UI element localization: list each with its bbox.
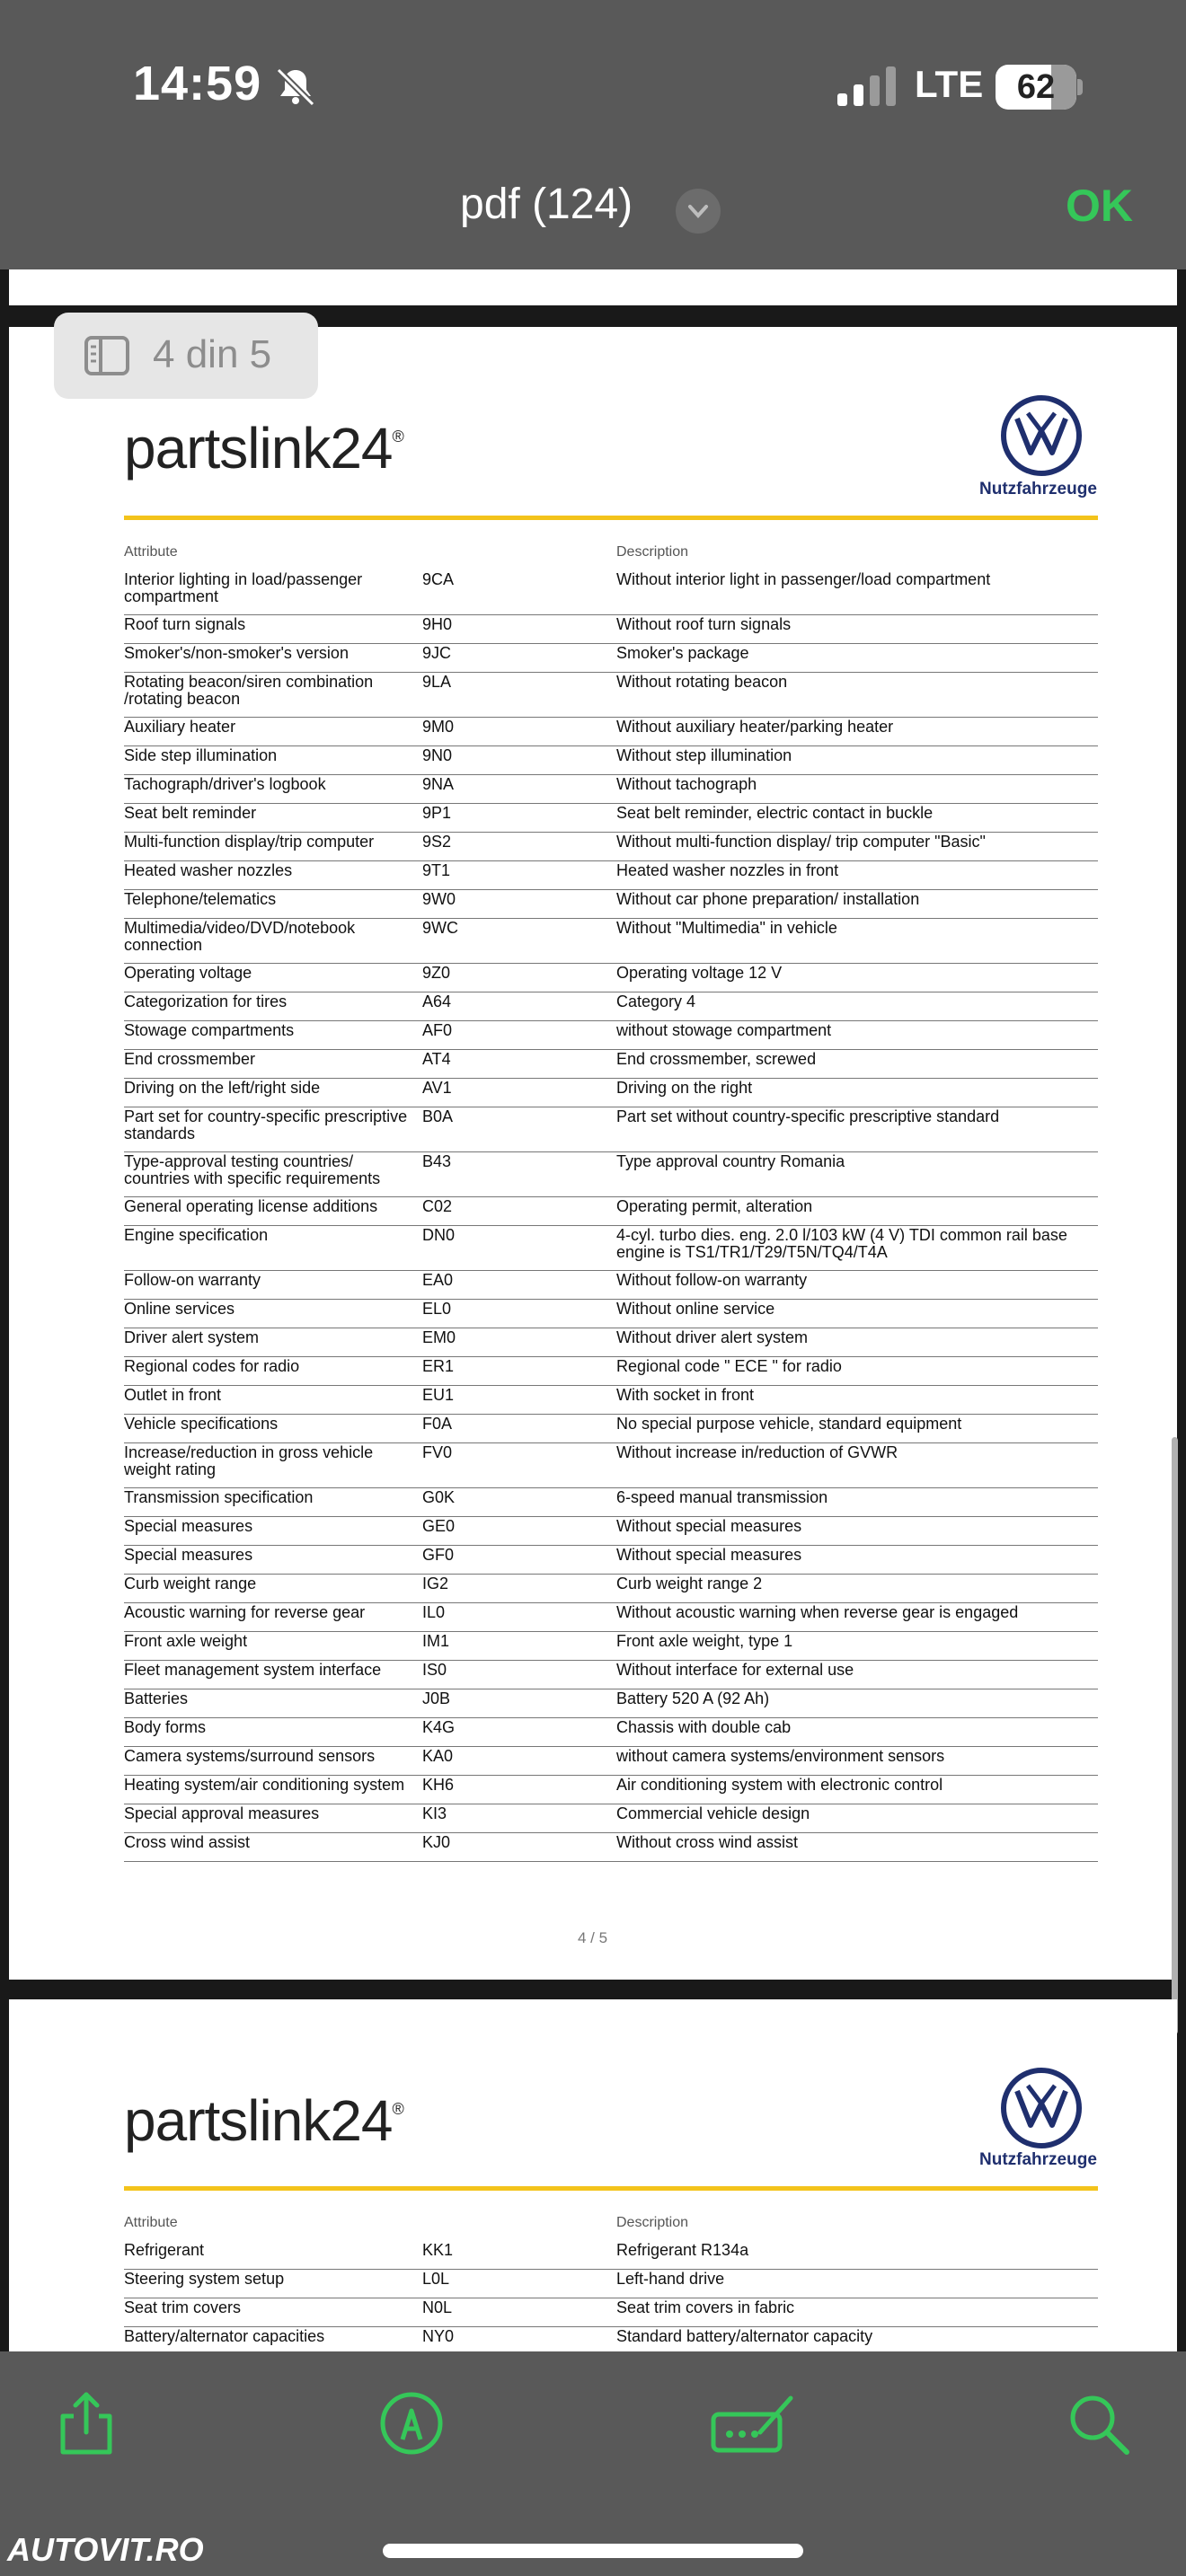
ok-button[interactable]: OK [1066,181,1133,231]
description-cell: Refrigerant R134a [616,2241,749,2259]
description-cell: Regional code " ECE " for radio [616,1357,842,1375]
attribute-cell: Roof turn signals [124,615,246,633]
cell-signal-icon [837,66,897,108]
description-cell: Without special measures [616,1517,802,1535]
description-cell: Driving on the right [616,1079,753,1097]
table-row [124,1356,1098,1386]
table-row [124,2298,1098,2327]
vw-caption: Nutzfahrzeuge [979,480,1097,498]
description-cell: Seat belt reminder, electric contact in buckle [616,804,934,822]
table-row [124,992,1098,1021]
description-cell: Front axle weight, type 1 [616,1632,793,1650]
table-row [124,614,1098,644]
code-cell: B43 [422,1152,452,1170]
partslink24-logo-page5 [124,2087,403,2154]
code-cell: B0A [422,1107,454,1125]
column-header-description: Description [616,2215,689,2230]
vw-logo-icon [1001,2068,1082,2148]
table-row [124,1270,1098,1300]
code-cell: 9JC [422,644,452,662]
code-cell: 9WC [422,919,458,937]
description-cell: Without roof turn signals [616,615,792,633]
description-cell: Operating permit, alteration [616,1197,813,1215]
attribute-cell: Steering system setup [124,2270,285,2288]
table-row [124,745,1098,775]
code-cell: IM1 [422,1632,450,1650]
description-cell: Standard battery/alternator capacity [616,2327,873,2345]
code-cell: 9S2 [422,833,452,851]
description-cell: Category 4 [616,992,696,1010]
code-cell: A64 [422,992,452,1010]
code-cell: 9Z0 [422,964,451,982]
description-cell: Without tachograph [616,775,757,793]
attribute-cell: Tachograph/driver's logbook [124,775,326,793]
description-cell: Operating voltage 12 V [616,964,783,982]
attribute-cell: Telephone/telematics [124,890,277,908]
code-cell: DN0 [422,1226,456,1244]
attribute-cell: Side step illumination [124,746,278,764]
code-cell: 9NA [422,775,455,793]
table-row [124,1746,1098,1776]
bell-slash-icon [273,65,318,110]
attribute-cell: Rotating beacon/siren combination /rotating beacon [124,673,374,708]
description-cell: Without follow-on warranty [616,1271,808,1289]
title-menu-button[interactable] [676,189,721,234]
description-cell: Without acoustic warning when reverse gear is engaged [616,1603,1019,1621]
network-type: LTE [915,63,984,105]
description-cell: Without driver alert system [616,1328,809,1346]
table-row [124,1717,1098,1747]
page-number: 4 / 5 [578,1929,608,1946]
attribute-cell: Seat belt reminder [124,804,257,822]
logo-text: partslink24 [124,416,393,481]
table-row [124,643,1098,673]
table-row [124,1602,1098,1632]
attribute-cell: End crossmember [124,1050,256,1068]
column-header-description: Description [616,544,689,560]
description-cell: Without "Multimedia" in vehicle [616,919,837,937]
attribute-cell: Heating system/air conditioning system [124,1776,405,1794]
attribute-cell: Battery/alternator capacities [124,2327,325,2345]
code-cell: GF0 [422,1546,455,1564]
logo-registered: ® [392,428,403,446]
table-row [124,1196,1098,1226]
code-cell: 9CA [422,570,455,588]
description-cell: Air conditioning system with electronic control [616,1776,943,1794]
header-divider [124,2186,1098,2191]
battery-icon [996,65,1076,110]
description-cell: Without step illumination [616,746,792,764]
attribute-cell: Refrigerant [124,2241,205,2259]
attribute-cell: Interior lighting in load/passenger compartment [124,570,363,605]
page-indicator [54,313,318,399]
table-row [124,918,1098,964]
code-cell: J0B [422,1689,451,1707]
table-row [124,717,1098,746]
table-row [124,1516,1098,1546]
attribute-cell: Driver alert system [124,1328,260,1346]
table-row [124,569,1098,615]
logo-text: partslink24 [124,2088,393,2153]
table-row [124,1020,1098,1050]
code-cell: 9H0 [422,615,453,633]
attribute-cell: Camera systems/surround sensors [124,1747,376,1765]
code-cell: IG2 [422,1575,449,1592]
code-cell: EU1 [422,1386,455,1404]
code-cell: EL0 [422,1300,452,1318]
attribute-cell: Special measures [124,1546,253,1564]
code-cell: C02 [422,1197,453,1215]
attribute-cell: Curb weight range [124,1575,257,1592]
description-cell: Type approval country Romania [616,1152,845,1170]
column-header-attribute: Attribute [124,544,178,560]
header-divider [124,516,1098,520]
page-indicator-text: 4 din 5 [153,332,272,376]
table-row [124,889,1098,919]
attribute-cell: Multi-function display/trip computer [124,833,375,851]
attribute-cell: Smoker's/non-smoker's version [124,644,349,662]
description-cell: Without online service [616,1300,775,1318]
description-cell: Without multi-function display/ trip computer "Basic" [616,833,986,851]
search-icon[interactable] [1064,2389,1132,2457]
attribute-cell: Categorization for tires [124,992,288,1010]
table-row [124,1660,1098,1689]
description-cell: without stowage compartment [616,1021,832,1039]
description-cell: Without special measures [616,1546,802,1564]
table-row [124,832,1098,861]
code-cell: 9N0 [422,746,453,764]
table-row [124,1225,1098,1271]
description-cell: Without cross wind assist [616,1833,799,1851]
table-row [124,1775,1098,1804]
attribute-cell: Operating voltage [124,964,252,982]
description-cell: With socket in front [616,1386,755,1404]
code-cell: IS0 [422,1661,447,1679]
signature-icon[interactable] [710,2389,800,2457]
description-cell: without camera systems/environment sensors [616,1747,945,1765]
code-cell: NY0 [422,2327,455,2345]
attribute-cell: Transmission specification [124,1488,314,1506]
description-cell: Curb weight range 2 [616,1575,763,1592]
logo-registered: ® [392,2100,403,2118]
description-cell: Commercial vehicle design [616,1804,810,1822]
table-row [124,1107,1098,1152]
description-cell: End crossmember, screwed [616,1050,817,1068]
table-row [124,1487,1098,1517]
attribute-cell: Outlet in front [124,1386,222,1404]
code-cell: G0K [422,1488,456,1506]
code-cell: K4G [422,1718,456,1736]
attribute-cell: Regional codes for radio [124,1357,300,1375]
attribute-cell: Batteries [124,1689,189,1707]
table-row [124,1442,1098,1488]
code-cell: KI3 [422,1804,447,1822]
table-row [124,803,1098,833]
attribute-cell: Heated washer nozzles [124,861,293,879]
attribute-cell: Auxiliary heater [124,718,236,736]
description-cell: Chassis with double cab [616,1718,792,1736]
code-cell: KJ0 [422,1833,451,1851]
code-cell: KA0 [422,1747,454,1765]
chevron-down-icon [676,189,721,234]
table-row [124,774,1098,804]
attribute-cell: General operating license additions [124,1197,378,1215]
table-row [124,963,1098,992]
table-row [124,1385,1098,1415]
description-cell: Left-hand drive [616,2270,725,2288]
table-row [124,1328,1098,1357]
scrollbar[interactable] [1172,1437,1178,2034]
code-cell: AV1 [422,1079,452,1097]
table-row [124,1689,1098,1718]
attribute-cell: Fleet management system interface [124,1661,382,1679]
table-row [124,1631,1098,1661]
attribute-cell: Part set for country-specific prescriptive standards [124,1107,408,1142]
code-cell: 9M0 [422,718,455,736]
description-cell: Without interface for external use [616,1661,854,1679]
pdf-page-previous [9,269,1177,305]
watermark-brand: AUTOVIT.RO [7,2531,204,2568]
attribute-cell: Engine specification [124,1226,269,1244]
attribute-cell: Seat trim covers [124,2298,242,2316]
attribute-cell: Type-approval testing countries/ countries with specific requirements [124,1152,381,1187]
home-indicator[interactable] [383,2544,803,2558]
code-cell: AT4 [422,1050,451,1068]
partslink24-logo [124,415,403,481]
attribute-cell: Acoustic warning for reverse gear [124,1603,366,1621]
table-row [124,672,1098,718]
code-cell: 9W0 [422,890,456,908]
attribute-cell: Online services [124,1300,235,1318]
table-row [124,1299,1098,1328]
table-row [124,1832,1098,1862]
description-cell: Without rotating beacon [616,673,788,691]
attribute-cell: Cross wind assist [124,1833,251,1851]
attribute-cell: Special approval measures [124,1804,320,1822]
table-row [124,1049,1098,1079]
code-cell: GE0 [422,1517,456,1535]
description-cell: 6-speed manual transmission [616,1488,828,1506]
code-cell: EM0 [422,1328,456,1346]
vw-caption: Nutzfahrzeuge [979,2150,1097,2169]
description-cell: Without interior light in passenger/load compartment [616,570,991,588]
table-row [124,1574,1098,1603]
description-cell: Smoker's package [616,644,749,662]
code-cell: 9P1 [422,804,452,822]
table-row [124,1545,1098,1575]
code-cell: F0A [422,1415,453,1433]
description-cell: Without increase in/reduction of GVWR [616,1443,898,1461]
share-icon[interactable] [52,2389,120,2457]
code-cell: KK1 [422,2241,454,2259]
code-cell: AF0 [422,1021,453,1039]
description-cell: Part set without country-specific prescriptive standard [616,1107,1000,1125]
code-cell: 9LA [422,673,452,691]
table-row [124,1414,1098,1443]
sidebar-icon [84,336,129,375]
description-cell: 4-cyl. turbo dies. eng. 2.0 l/103 kW (4 V) TDI common rail base engine is TS1/TR1/T29/T5N/TQ4/T4A [616,1226,1067,1261]
attribute-cell: Follow-on warranty [124,1271,261,1289]
code-cell: FV0 [422,1443,453,1461]
battery-level: 62 [1016,68,1056,106]
document-title[interactable]: pdf (124) [460,181,633,228]
description-cell: Without auxiliary heater/parking heater [616,718,894,736]
attribute-cell: Stowage compartments [124,1021,295,1039]
attribute-cell: Multimedia/video/DVD/notebook connection [124,919,356,954]
code-cell: EA0 [422,1271,454,1289]
attribute-cell: Front axle weight [124,1632,248,1650]
table-row [124,1151,1098,1197]
markup-pen-icon[interactable] [377,2389,446,2457]
attribute-cell: Special measures [124,1517,253,1535]
attribute-cell: Increase/reduction in gross vehicle weight rating [124,1443,374,1478]
code-cell: KH6 [422,1776,455,1794]
description-cell: Heated washer nozzles in front [616,861,839,879]
table-row [124,1804,1098,1833]
table-row [124,2240,1098,2270]
column-header-attribute: Attribute [124,2215,178,2230]
description-cell: Without car phone preparation/ installation [616,890,920,908]
code-cell: N0L [422,2298,453,2316]
battery-tip [1077,79,1083,95]
attribute-cell: Body forms [124,1718,207,1736]
table-row [124,2269,1098,2298]
code-cell: IL0 [422,1603,446,1621]
attribute-cell: Vehicle specifications [124,1415,279,1433]
vw-logo-icon [1001,395,1082,476]
description-cell: Seat trim covers in fabric [616,2298,795,2316]
description-cell: Battery 520 A (92 Ah) [616,1689,770,1707]
status-time: 14:59 [133,57,262,110]
description-cell: No special purpose vehicle, standard equipment [616,1415,962,1433]
code-cell: ER1 [422,1357,455,1375]
code-cell: L0L [422,2270,450,2288]
table-row [124,860,1098,890]
table-row [124,1078,1098,1107]
attribute-cell: Driving on the left/right side [124,1079,321,1097]
code-cell: 9T1 [422,861,451,879]
